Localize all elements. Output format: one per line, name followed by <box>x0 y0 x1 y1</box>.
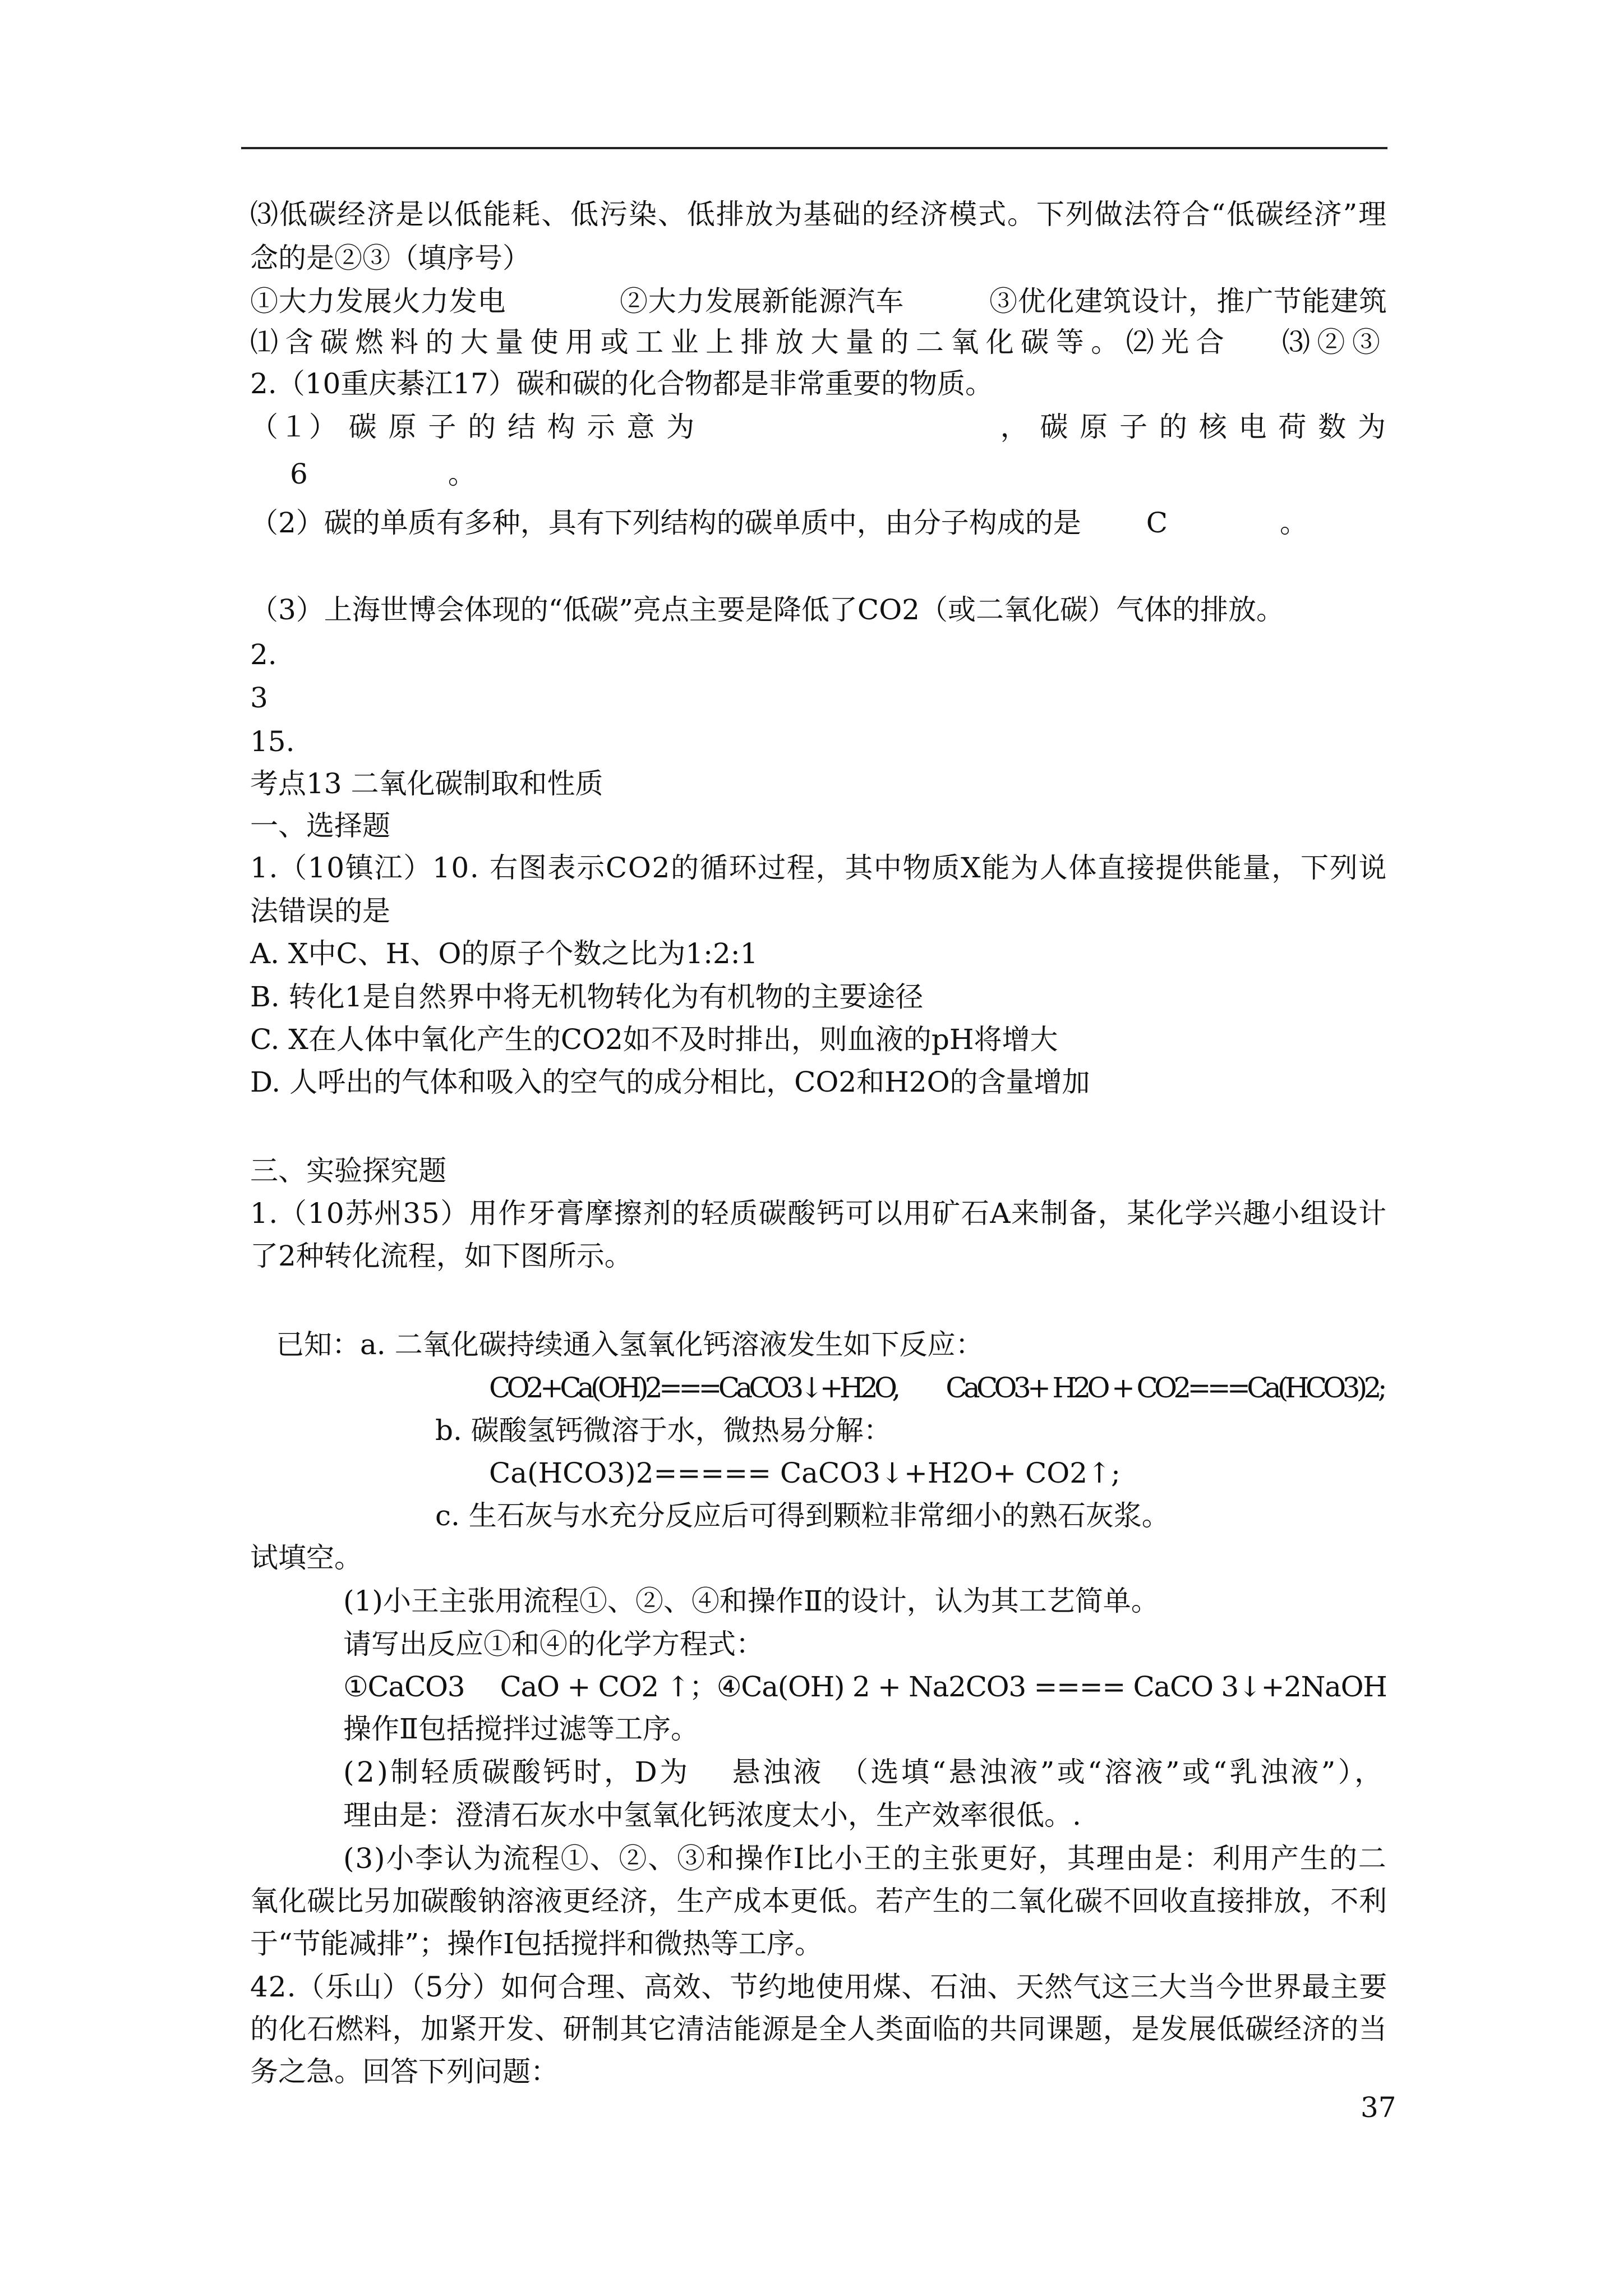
text-line: b. 碳酸氢钙微溶于水，微热易分解： <box>435 1414 892 1447</box>
text-line: 操作Ⅱ包括搅拌过滤等工序。 <box>343 1713 699 1745</box>
text-line: 42.（乐山）（5分）如何合理、高效、节约地使用煤、石油、天然气这三大当今世界最主要 <box>250 1971 1388 2003</box>
text-line: (2)制轻质碳酸钙时，D为 悬浊液 （选填“悬浊液”或“溶液”或“乳浊液”）， <box>343 1756 1385 1788</box>
text-line: （3）上海世博会体现的“低碳”亮点主要是降低了CO2（或二氧化碳）气体的排放。 <box>250 593 1284 626</box>
text-line: 念的是②③（填序号） <box>250 242 531 274</box>
text-line: C. X在人体中氧化产生的CO2如不及时排出，则血液的pH将增大 <box>250 1023 1058 1056</box>
text-line: 一、选择题 <box>250 809 390 842</box>
text-line: 1.（10苏州35）用作牙膏摩擦剂的轻质碳酸钙可以用矿石A来制备，某化学兴趣小组设计 <box>250 1197 1387 1230</box>
text-line: 三、实验探究题 <box>250 1154 446 1187</box>
text-line: ⑴含碳燃料的大量使用或工业上排放大量的二氧化碳等。⑵光合 ⑶②③ <box>250 326 1387 358</box>
text-line: (1)小王主张用流程①、②、④和操作Ⅱ的设计，认为其工艺简单。 <box>343 1585 1159 1617</box>
text-line: 理由是：澄清石灰水中氢氧化钙浓度太小，生产效率很低。. <box>343 1799 1081 1832</box>
text-line: 氧化碳比另加碳酸钠溶液更经济，生产成本更低。若产生的二氧化碳不回收直接排放，不利 <box>250 1885 1387 1917</box>
text-line: 2. <box>250 638 277 671</box>
text-line: 的化石燃料，加紧开发、研制其它清洁能源是全人类面临的共同课题，是发展低碳经济的当 <box>250 2013 1387 2045</box>
text-line: 6 。 <box>290 458 476 490</box>
text-line: 已知：a. 二氧化碳持续通入氢氧化钙溶液发生如下反应： <box>276 1328 984 1361</box>
text-line: Ca(HCO3)2===== CaCO3↓+H2O+ CO2↑; <box>489 1457 1121 1489</box>
text-line: 法错误的是 <box>250 895 390 927</box>
text-line: 请写出反应①和④的化学方程式： <box>343 1628 764 1660</box>
page-number: 37 <box>1361 2091 1396 2124</box>
text-line: 3 <box>250 682 268 714</box>
header-rule <box>241 147 1387 149</box>
text-line: （１） 碳 原 子 的 结 构 示 意 为 ， 碳 原 子 的 核 电 荷 数 为 <box>250 411 1387 443</box>
text-line: D. 人呼出的气体和吸入的空气的成分相比，CO2和H2O的含量增加 <box>250 1066 1090 1098</box>
text-line: 1.（10镇江）10. 右图表示CO2的循环过程，其中物质X能为人体直接提供能量，下列说 <box>250 852 1388 884</box>
text-line: CO2+Ca(OH)2===CaCO3↓+H2O, CaCO3+ H2O + CO2===Ca(HCO3)2; <box>489 1372 1384 1404</box>
text-line: 2.（10重庆綦江17）碳和碳的化合物都是非常重要的物质。 <box>250 367 993 400</box>
text-line: 考点13 二氧化碳制取和性质 <box>250 767 603 800</box>
text-line: A. X中C、H、O的原子个数之比为1:2:1 <box>250 937 758 970</box>
text-line: 了2种转化流程，如下图所示。 <box>250 1240 633 1272</box>
text-line: ①CaCO3 CaO + CO2 ↑；④Ca(OH) 2 + Na2CO3 ==== CaCO 3↓+2NaOH <box>343 1671 1387 1703</box>
text-line: 试填空。 <box>250 1542 362 1574</box>
text-line: (3)小李认为流程①、②、③和操作Ⅰ比小王的主张更好，其理由是：利用产生的二 <box>343 1842 1387 1875</box>
text-line: （2）碳的单质有多种，具有下列结构的碳单质中，由分子构成的是 C 。 <box>250 507 1308 539</box>
text-line: ①大力发展火力发电 ②大力发展新能源汽车 ③优化建筑设计，推广节能建筑 <box>250 285 1387 318</box>
text-line: 于“节能减排”；操作Ⅰ包括搅拌和微热等工序。 <box>250 1927 823 1960</box>
text-line: B. 转化1是自然界中将无机物转化为有机物的主要途径 <box>250 981 924 1013</box>
text-line: 15. <box>250 725 295 758</box>
text-line: ⑶低碳经济是以低能耗、低污染、低排放为基础的经济模式。下列做法符合“低碳经济”理 <box>250 198 1388 231</box>
text-line: 务之急。回答下列问题： <box>250 2055 559 2088</box>
text-line: c. 生石灰与水充分反应后可得到颗粒非常细小的熟石灰浆。 <box>435 1499 1170 1532</box>
